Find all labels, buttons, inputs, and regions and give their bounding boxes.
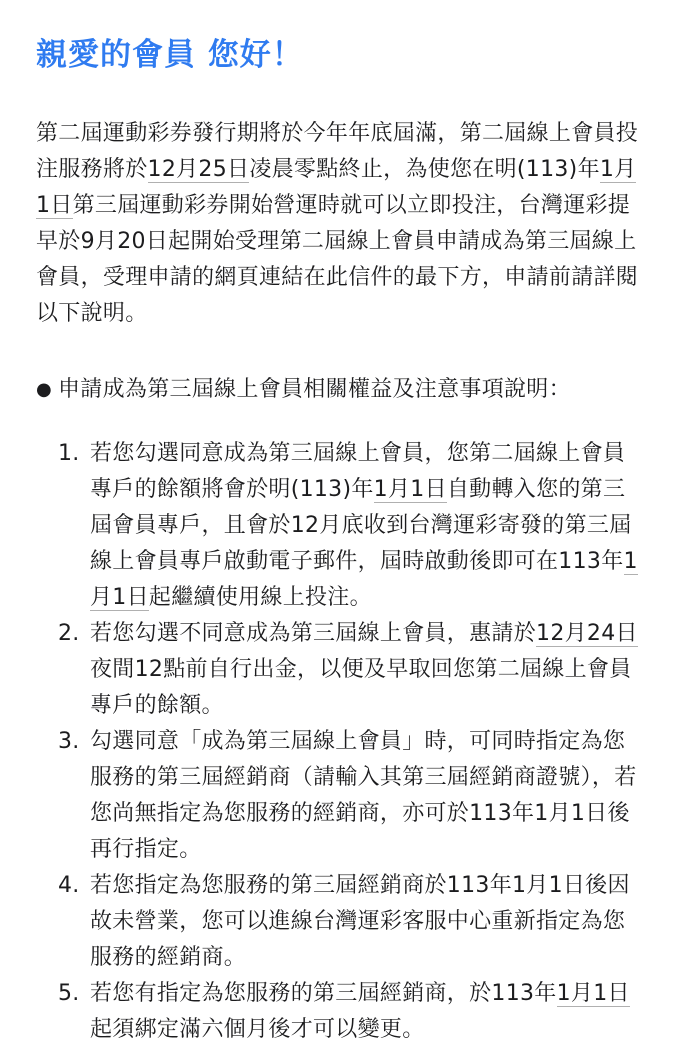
item-number: 4. (58, 873, 80, 898)
item-number: 5. (58, 981, 80, 1006)
bullet-icon: ● (36, 379, 53, 400)
list-item (58, 868, 643, 976)
item-text (90, 616, 643, 724)
section-heading-text: 申請成為第三屆線上會員相關權益及注意事項說明： (58, 377, 571, 402)
intro-text: 凌晨零點終止，為使您在明(113)年 (249, 157, 600, 182)
section-heading (36, 372, 643, 408)
date-link[interactable]: 1月1日 (36, 157, 637, 218)
item-number: 2. (58, 621, 80, 646)
greeting-heading: 親愛的會員 您好！ (36, 37, 304, 73)
intro-text: 第二屆運動彩券發行期將於今年年底屆滿，第二屆線上會員投注服務將於 (36, 121, 639, 182)
intro-text: 第三屆運動彩券開始營運時就可以立即投注，台灣運彩提早於9月20日起開始受理第二屆線上會員申請成為第三屆線上會員，受理申請的網頁連結在此信件的最下方，申請前請詳閱以下說明。 (36, 193, 639, 326)
item-number: 1. (58, 441, 80, 466)
list-item (58, 976, 643, 1048)
item-text-part: 若您勾選同意成為第三屆線上會員，您第二屆線上會員專戶的餘額將會於明(113)年 (90, 441, 626, 502)
item-text-part: 若您勾選不同意成為第三屆線上會員，惠請於 (90, 621, 537, 646)
item-text-part: 起須綁定滿六個月後才可以變更。 (90, 1017, 425, 1042)
date-link[interactable]: 12月24日 (536, 621, 638, 646)
date-link[interactable]: 1月1日 (90, 549, 638, 610)
item-text (90, 436, 643, 616)
list-item (58, 616, 643, 724)
notes-list (36, 436, 643, 1048)
item-text-part: 夜間12點前自行出金，以便及早取回您第二屆線上會員專戶的餘額。 (90, 657, 632, 718)
item-text-part: 自動轉入您的第三屆會員專戶，且會於12月底收到台灣運彩寄發的第三屆線上會員專戶啟動電子郵件，屆時啟動後即可在113年 (90, 477, 632, 574)
item-text (90, 976, 643, 1048)
item-text: 勾選同意「成為第三屆線上會員」時，可同時指定為您服務的第三屆經銷商（請輸入其第三屆經銷商證號），若您尚無指定為您服務的經銷商，亦可於113年1月1日後再行指定。 (90, 729, 637, 862)
item-text: 若您指定為您服務的第三屆經銷商於113年1月1日後因故未營業，您可以進線台灣運彩客服中心重新指定為您服務的經銷商。 (90, 873, 630, 970)
item-text-part: 起繼續使用線上投注。 (148, 585, 372, 610)
intro-paragraph (36, 116, 643, 332)
list-item (58, 724, 643, 868)
date-link[interactable]: 12月25日 (147, 157, 250, 182)
item-text-part: 若您有指定為您服務的第三屆經銷商，於113年 (90, 981, 557, 1006)
list-item (58, 436, 643, 616)
date-link[interactable]: 1月1日 (556, 981, 630, 1006)
item-number: 3. (58, 729, 80, 754)
date-link[interactable]: 1月1日 (373, 477, 447, 502)
